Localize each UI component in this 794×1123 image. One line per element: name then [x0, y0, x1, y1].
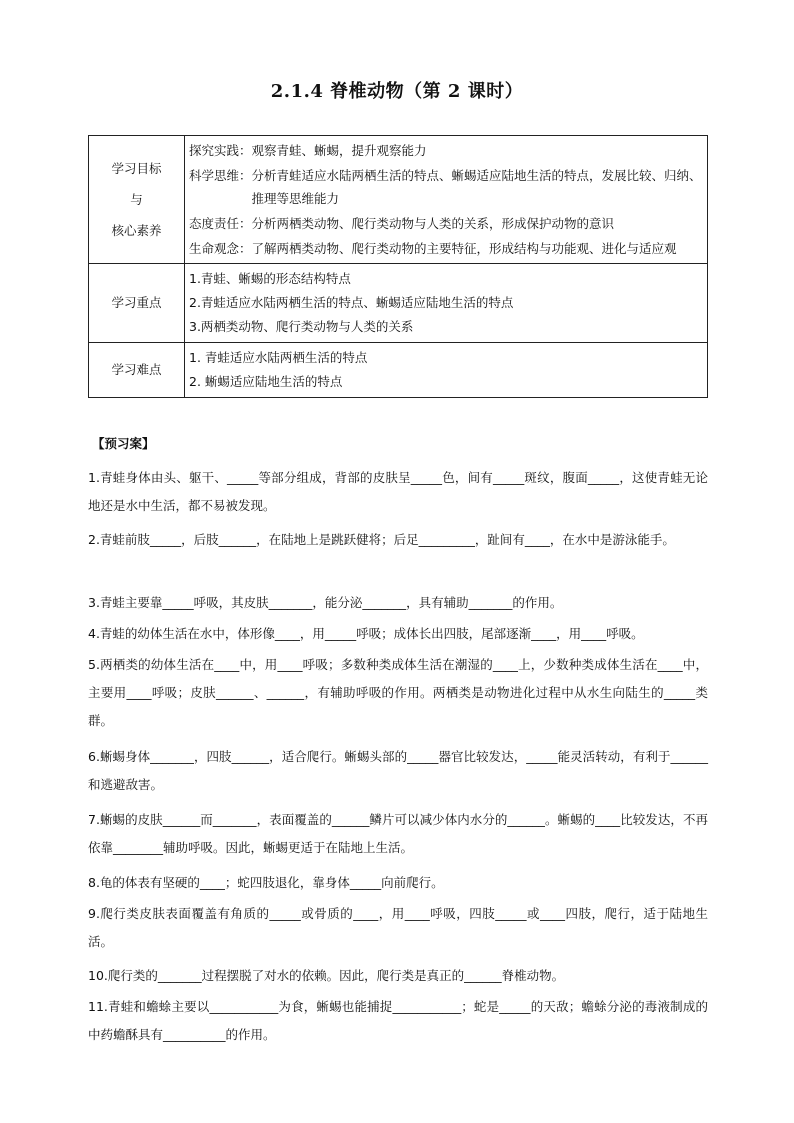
objective-value: 了解两栖类动物、爬行类动物的主要特征，形成结构与功能观、进化与适应观	[251, 241, 677, 256]
key-points-content	[185, 264, 708, 343]
table-row	[89, 264, 708, 343]
objective-key: 态度责任：	[189, 216, 252, 231]
question-9: 9.爬行类皮肤表面覆盖有角质的_____或骨质的____，用____呼吸，四肢_____或____四肢，爬行，适于陆地生活。	[88, 906, 708, 949]
difficulty-line: 2. 蜥蜴适应陆地生活的特点	[189, 374, 343, 389]
objective-key: 科学思维：	[189, 168, 252, 183]
table-row	[89, 136, 708, 264]
objective-value: 分析两栖类动物、爬行类动物与人类的关系，形成保护动物的意识	[251, 216, 615, 231]
question-11: 11.青蛙和蟾蜍主要以___________为食，蜥蜴也能捕捉___________；蛇是_____的天敌；蟾蜍分泌的毒液制成的中药蟾酥具有__________的作用。	[88, 999, 708, 1042]
objectives-table	[88, 135, 708, 398]
preview-heading: 【预习案】	[92, 436, 155, 451]
key-point-line: 2.青蛙适应水陆两栖生活的特点、蜥蜴适应陆地生活的特点	[189, 295, 514, 310]
objectives-header-line: 核心素养	[111, 223, 162, 238]
key-point-line: 1.青蛙、蜥蜴的形态结构特点	[189, 271, 351, 286]
question-3: 3.青蛙主要靠_____呼吸，其皮肤_______，能分泌_______，具有辅助_______的作用。	[88, 595, 563, 610]
objectives-header-line: 学习目标	[111, 161, 162, 176]
objective-item	[189, 237, 707, 260]
page-title: 2.1.4 脊椎动物（第 2 课时）	[270, 81, 524, 102]
objectives-content	[185, 136, 708, 264]
objective-item	[189, 139, 707, 162]
question-7: 7.蜥蜴的皮肤______而_______，表面覆盖的______鳞片可以减少体内水分的______。蜥蜴的____比较发达，不再依靠________辅助呼吸。因此，蜥蜴更适于在陆地上生活。	[88, 812, 708, 855]
objectives-header	[89, 136, 185, 264]
question-1: 1.青蛙身体由头、躯干、_____等部分组成，背部的皮肤呈_____色，间有_____斑纹，腹面_____，这使青蛙无论地还是水中生活，都不易被发现。	[88, 470, 708, 513]
difficulty-line: 1. 青蛙适应水陆两栖生活的特点	[189, 350, 368, 365]
objective-value: 分析青蛙适应水陆两栖生活的特点、蜥蜴适应陆地生活的特点，发展比较、归纳、推理等思维能力	[251, 168, 702, 206]
question-4: 4.青蛙的幼体生活在水中，体形像____，用_____呼吸；成体长出四肢，尾部逐渐____，用____呼吸。	[88, 626, 644, 641]
objectives-header-line: 与	[130, 192, 143, 207]
question-10: 10.爬行类的_______过程摆脱了对水的依赖。因此，爬行类是真正的______脊椎动物。	[88, 968, 565, 983]
objective-item	[189, 212, 707, 235]
question-5: 5.两栖类的幼体生活在____中，用____呼吸；多数种类成体生活在潮湿的____上，少数种类成体生活在____中，主要用____呼吸；皮肤______、______，有辅助呼吸的作用。两栖类是动物进化过程中从水生向陆生的_____类群。	[88, 657, 708, 728]
key-point-line: 3.两栖类动物、爬行类动物与人类的关系	[189, 319, 414, 334]
question-6: 6.蜥蜴身体_______，四肢______，适合爬行。蜥蜴头部的_____器官比较发达，_____能灵活转动，有利于______和逃避敌害。	[88, 749, 708, 792]
difficulties-header: 学习难点	[89, 343, 185, 398]
question-8: 8.龟的体表有坚硬的____；蛇四肢退化，靠身体_____向前爬行。	[88, 875, 444, 890]
question-2: 2.青蛙前肢_____，后肢______，在陆地上是跳跃健将；后足_________，趾间有____，在水中是游泳能手。	[88, 532, 675, 547]
objective-item	[189, 164, 707, 210]
objective-key: 生命观念：	[189, 241, 252, 256]
key-points-header: 学习重点	[89, 264, 185, 343]
table-row	[89, 343, 708, 398]
objective-key: 探究实践：	[189, 143, 252, 158]
objective-value: 观察青蛙、蜥蜴，提升观察能力	[251, 143, 427, 158]
difficulties-content	[185, 343, 708, 398]
